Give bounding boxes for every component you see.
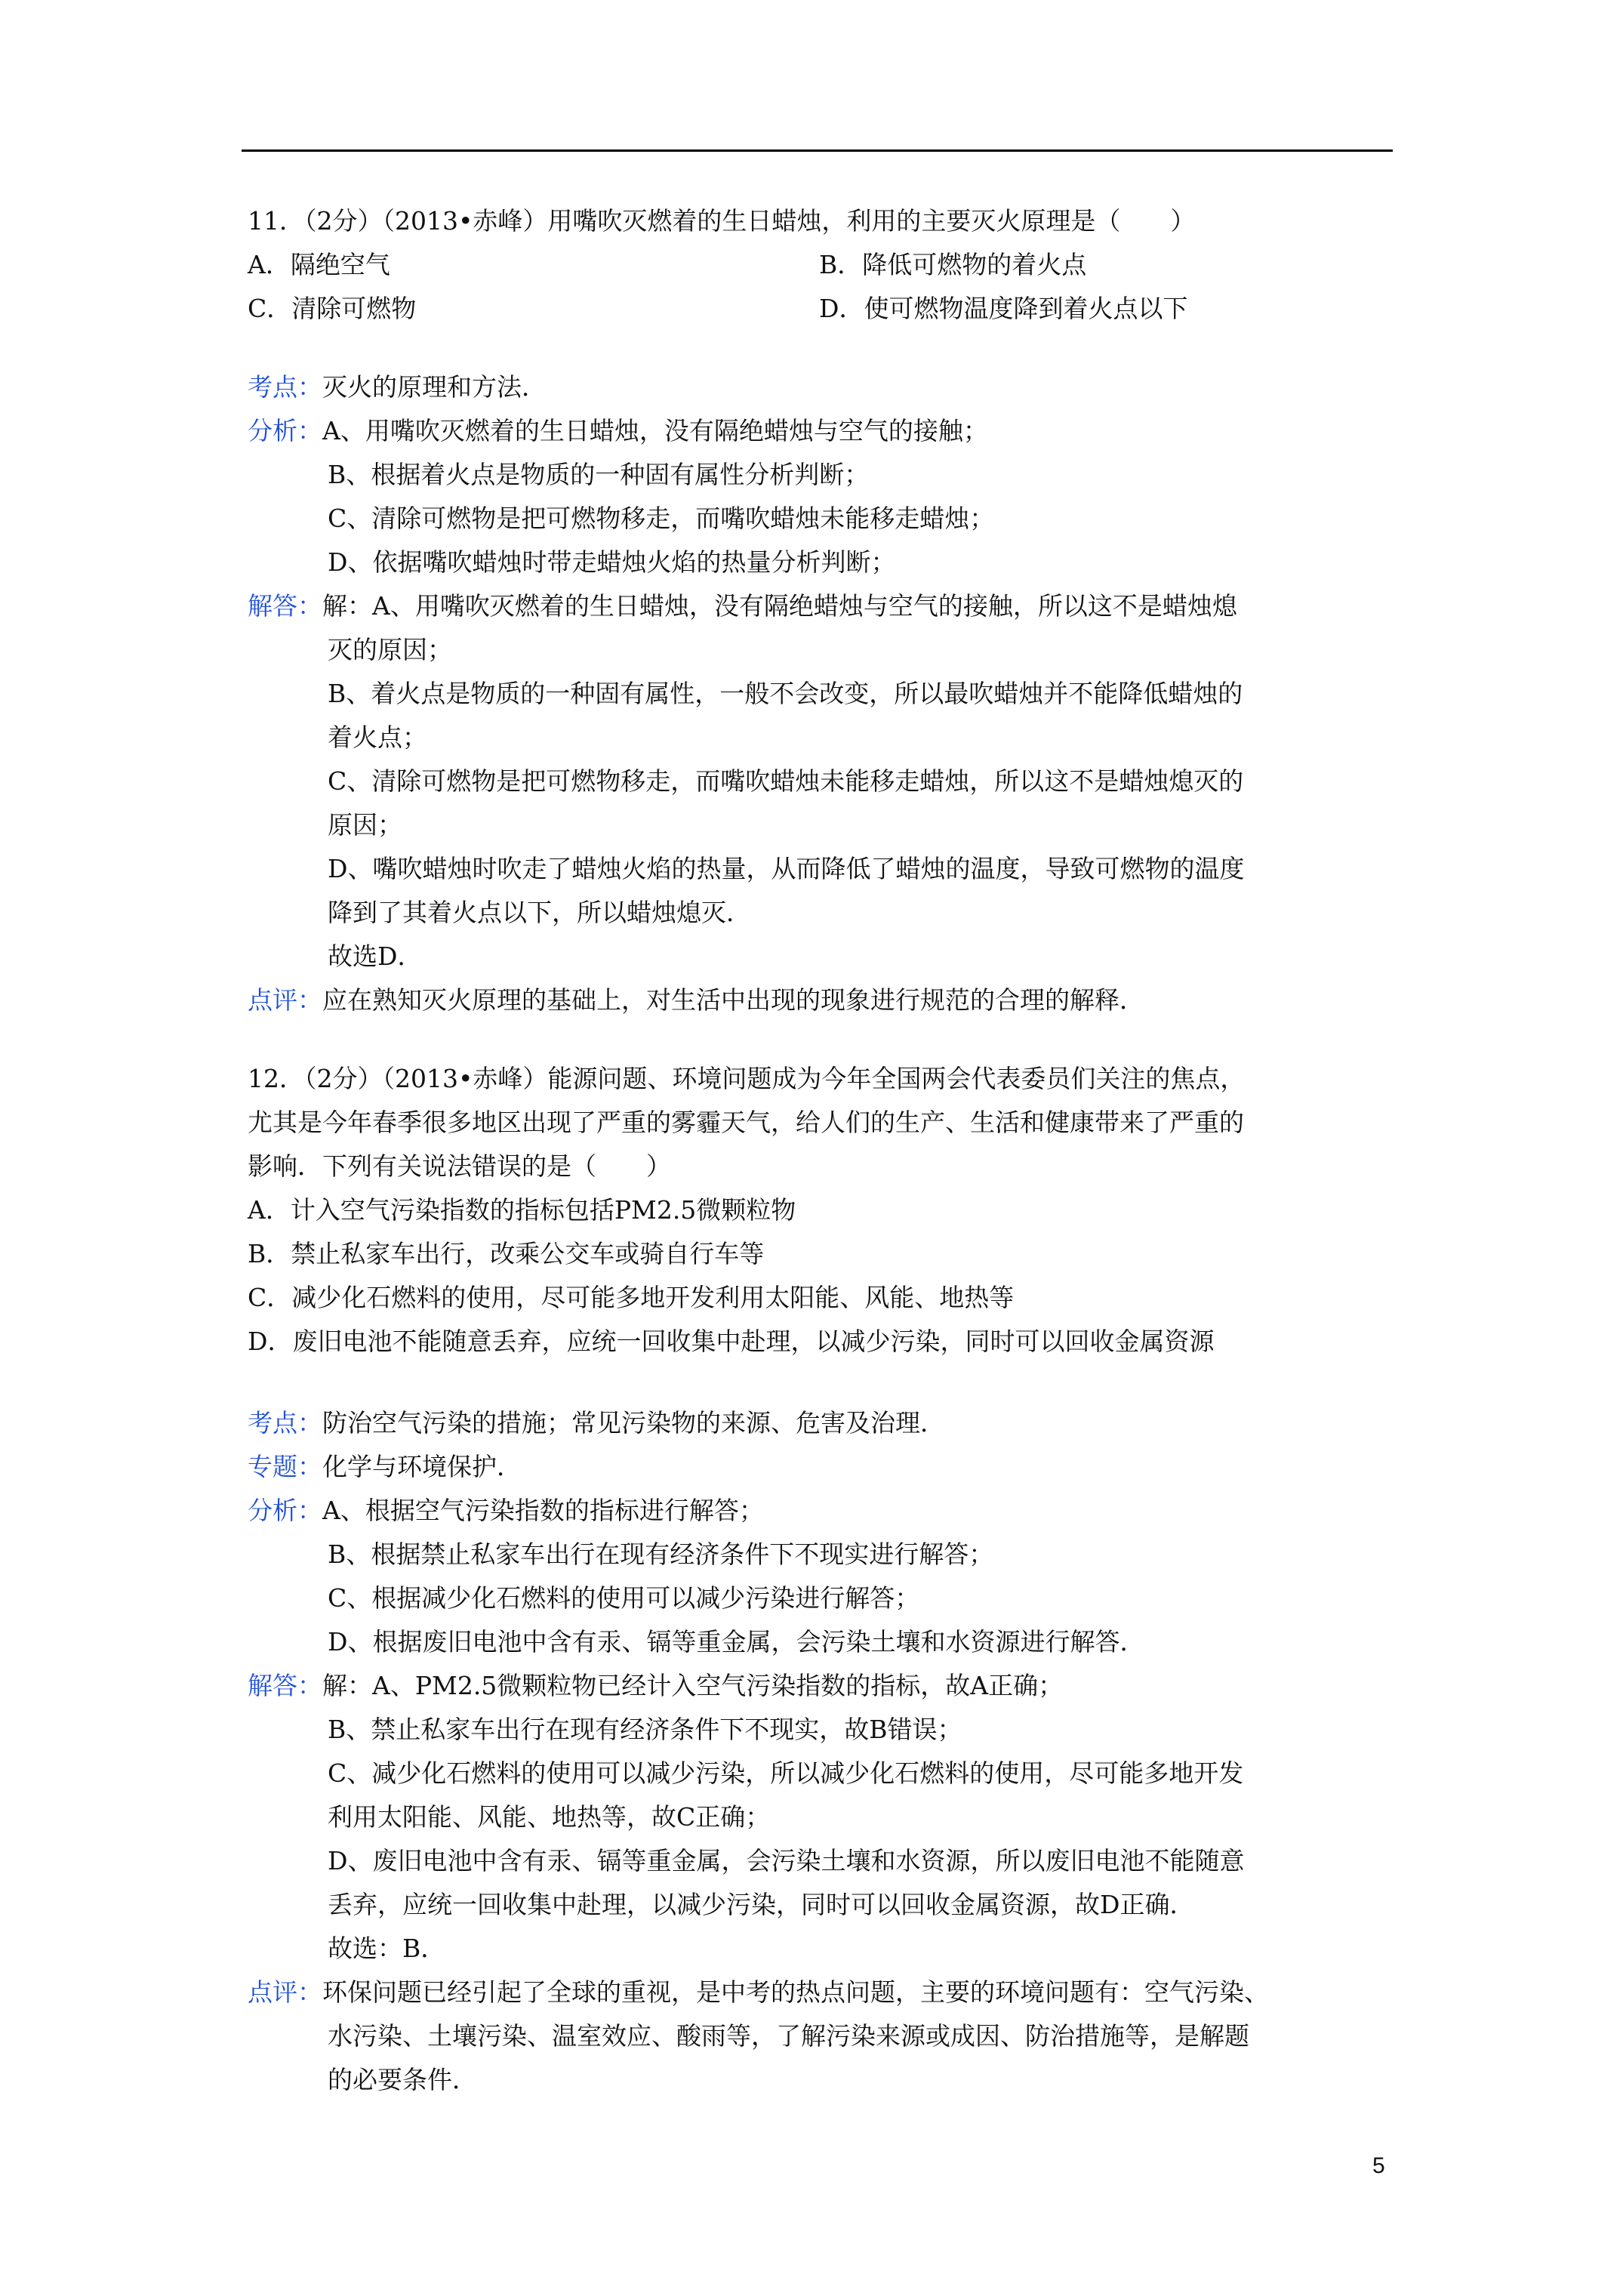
fenxi-line: B、根据禁止私家车出行在现有经济条件下不现实进行解答； xyxy=(328,1539,994,1569)
jieda-label: 解答： xyxy=(248,1671,322,1700)
jieda-line: D、嘴吹蜡烛时吹走了蜡烛火焰的热量，从而降低了蜡烛的温度，导致可燃物的温度 xyxy=(328,854,1245,883)
q11-jieda xyxy=(248,584,1237,628)
q12-fenxi xyxy=(248,1489,764,1533)
jieda-line: 故选D． xyxy=(328,942,423,971)
q12-option-c: C．减少化石燃料的使用，尽可能多地开发利用太阳能、风能、地热等 xyxy=(248,1283,1015,1312)
q12-option-a: A．计入空气污染指数的指标包括PM2.5微颗粒物 xyxy=(248,1195,796,1225)
kaodian-label: 考点： xyxy=(248,372,322,402)
q11-kaodian xyxy=(248,365,547,409)
fenxi-line: B、根据着火点是物质的一种固有属性分析判断； xyxy=(328,460,870,489)
jieda-line: 解：A、PM2.5微颗粒物已经计入空气污染指数的指标，故A正确； xyxy=(322,1671,1064,1700)
jieda-line: C、清除可燃物是把可燃物移走，而嘴吹蜡烛未能移走蜡烛，所以这不是蜡烛熄灭的 xyxy=(328,766,1244,796)
kaodian-text: 灭火的原理和方法． xyxy=(322,372,547,402)
q12-zhuanti xyxy=(248,1445,522,1489)
dianping-line: 水污染、土壤污染、温室效应、酸雨等，了解污染来源或成因、防治措施等，是解题 xyxy=(328,2021,1249,2051)
q12-kaodian xyxy=(248,1401,945,1445)
dianping-label: 点评： xyxy=(248,1977,322,2007)
fenxi-line: A、根据空气污染指数的指标进行解答； xyxy=(322,1496,764,1525)
fenxi-line: D、依据嘴吹蜡烛时带走蜡烛火焰的热量分析判断； xyxy=(328,547,896,577)
q12-stem: 尤其是今年春季很多地区出现了严重的雾霾天气，给人们的生产、生活和健康带来了严重的 xyxy=(248,1108,1244,1137)
jieda-line: 利用太阳能、风能、地热等，故C正确； xyxy=(328,1802,771,1832)
jieda-line: C、减少化石燃料的使用可以减少污染，所以减少化石燃料的使用，尽可能多地开发 xyxy=(328,1758,1244,1788)
q12-option-b: B．禁止私家车出行，改乘公交车或骑自行车等 xyxy=(248,1239,765,1268)
kaodian-text: 防治空气污染的措施；常见污染物的来源、危害及治理． xyxy=(322,1408,945,1438)
dianping-line: 环保问题已经引起了全球的重视，是中考的热点问题，主要的环境问题有：空气污染、 xyxy=(322,1977,1269,2007)
dianping-line: 的必要条件． xyxy=(328,2065,477,2094)
q11-stem: 11．（2分）（2013•赤峰）用嘴吹灭燃着的生日蜡烛，利用的主要灭火原理是（ ） xyxy=(248,206,1196,236)
header-rule xyxy=(242,149,1393,152)
jieda-line: B、着火点是物质的一种固有属性，一般不会改变，所以最吹蜡烛并不能降低蜡烛的 xyxy=(328,679,1243,708)
zhuanti-label: 专题： xyxy=(248,1452,322,1481)
fenxi-line: D、根据废旧电池中含有汞、镉等重金属，会污染土壤和水资源进行解答． xyxy=(328,1627,1145,1657)
jieda-line: 原因； xyxy=(328,810,402,840)
jieda-label: 解答： xyxy=(248,591,322,621)
dianping-text: 应在熟知灭火原理的基础上，对生活中出现的现象进行规范的合理的解释． xyxy=(322,985,1144,1015)
jieda-line: 降到了其着火点以下，所以蜡烛熄灭． xyxy=(328,898,751,927)
q12-stem: 影响．下列有关说法错误的是（ ） xyxy=(248,1151,671,1181)
jieda-line: D、废旧电池中含有汞、镉等重金属，会污染土壤和水资源，所以废旧电池不能随意 xyxy=(328,1846,1245,1875)
fenxi-line: C、清除可燃物是把可燃物移走，而嘴吹蜡烛未能移走蜡烛； xyxy=(328,504,995,533)
q11-option-b: B．降低可燃物的着火点 xyxy=(819,250,1087,279)
jieda-line: B、禁止私家车出行在现有经济条件下不现实，故B错误； xyxy=(328,1715,962,1744)
fenxi-label: 分析： xyxy=(248,416,322,445)
q11-option-a: A．隔绝空气 xyxy=(248,250,390,279)
fenxi-label: 分析： xyxy=(248,1496,322,1525)
q12-jieda xyxy=(248,1664,1063,1708)
q11-option-c: C．清除可燃物 xyxy=(248,294,417,323)
zhuanti-text: 化学与环境保护． xyxy=(322,1452,522,1481)
dianping-label: 点评： xyxy=(248,985,322,1015)
q12-option-d: D．废旧电池不能随意丢弃，应统一回收集中赴理，以减少污染，同时可以回收金属资源 xyxy=(248,1327,1215,1356)
q11-fenxi xyxy=(248,409,988,453)
q11-dianping xyxy=(248,978,1144,1022)
fenxi-line: C、根据减少化石燃料的使用可以减少污染进行解答； xyxy=(328,1583,920,1613)
kaodian-label: 考点： xyxy=(248,1408,322,1438)
jieda-line: 丢弃，应统一回收集中赴理，以减少污染，同时可以回收金属资源，故D正确． xyxy=(328,1890,1195,1919)
q12-dianping xyxy=(248,1971,1269,2014)
fenxi-line: A、用嘴吹灭燃着的生日蜡烛，没有隔绝蜡烛与空气的接触； xyxy=(322,416,988,445)
jieda-line: 着火点； xyxy=(328,723,427,752)
page-number: 5 xyxy=(1372,2153,1385,2178)
jieda-line: 解：A、用嘴吹灭燃着的生日蜡烛，没有隔绝蜡烛与空气的接触，所以这不是蜡烛熄 xyxy=(322,591,1237,621)
q12-stem: 12．（2分）（2013•赤峰）能源问题、环境问题成为今年全国两会代表委员们关注的焦点， xyxy=(248,1064,1246,1093)
q11-option-d: D．使可燃物温度降到着火点以下 xyxy=(819,294,1188,323)
jieda-line: 故选：B． xyxy=(328,1934,446,1963)
jieda-line: 灭的原因； xyxy=(328,635,452,664)
